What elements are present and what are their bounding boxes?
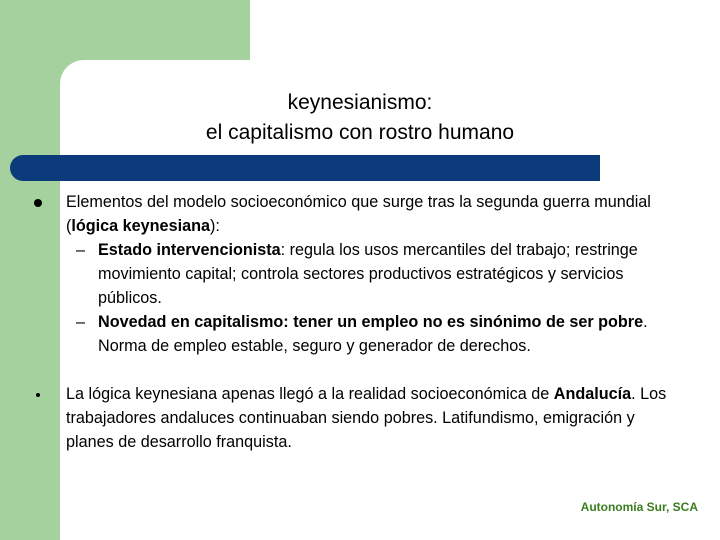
title-line-2: el capitalismo con rostro humano (205, 121, 515, 144)
subitem-2-text: . Norma de empleo estable, seguro y generador de derechos. (98, 313, 648, 355)
subitem-1-text: : regula los usos mercantiles del trabajo; restringe movimiento capital; controla sectores productivos estratégicos y servicios públicos. (98, 241, 638, 307)
subitem-1 (66, 238, 668, 310)
bullet-1-text-b: ): (209, 217, 220, 235)
bullet-item-2 (28, 382, 668, 454)
bullet-item-1 (28, 190, 668, 358)
bullet-2-bold: Andalucía (553, 385, 632, 403)
slide-title (60, 88, 660, 148)
bullet-2-text-b: . Los trabajadores andaluces continuaban siendo pobres. Latifundismo, emigración y planes de desarrollo franquista. (66, 385, 667, 451)
dash-icon: – (76, 241, 86, 259)
bullet-2-text-a: La lógica keynesiana apenas llegó a la realidad socioeconómica de (66, 385, 554, 403)
subitem-2-bold: Novedad en capitalismo: tener un empleo no es sinónimo de ser pobre (98, 313, 644, 331)
bullet-dot-icon (36, 393, 40, 397)
dash-icon: – (76, 313, 86, 331)
subitem-1-bold: Estado intervencionista (98, 241, 281, 259)
bullet-1-bold: lógica keynesiana (71, 217, 210, 235)
title-underline-bar (10, 155, 600, 181)
slide-body (28, 190, 668, 454)
bullet-dot-icon (34, 199, 42, 207)
footer-credit: Autonomía Sur, SCA (580, 500, 698, 514)
subitem-2 (66, 310, 668, 358)
bullet-1-text-a: Elementos del modelo socioeconómico que surge tras la segunda guerra mundial ( (66, 193, 651, 235)
title-line-1: keynesianismo: (287, 91, 433, 114)
